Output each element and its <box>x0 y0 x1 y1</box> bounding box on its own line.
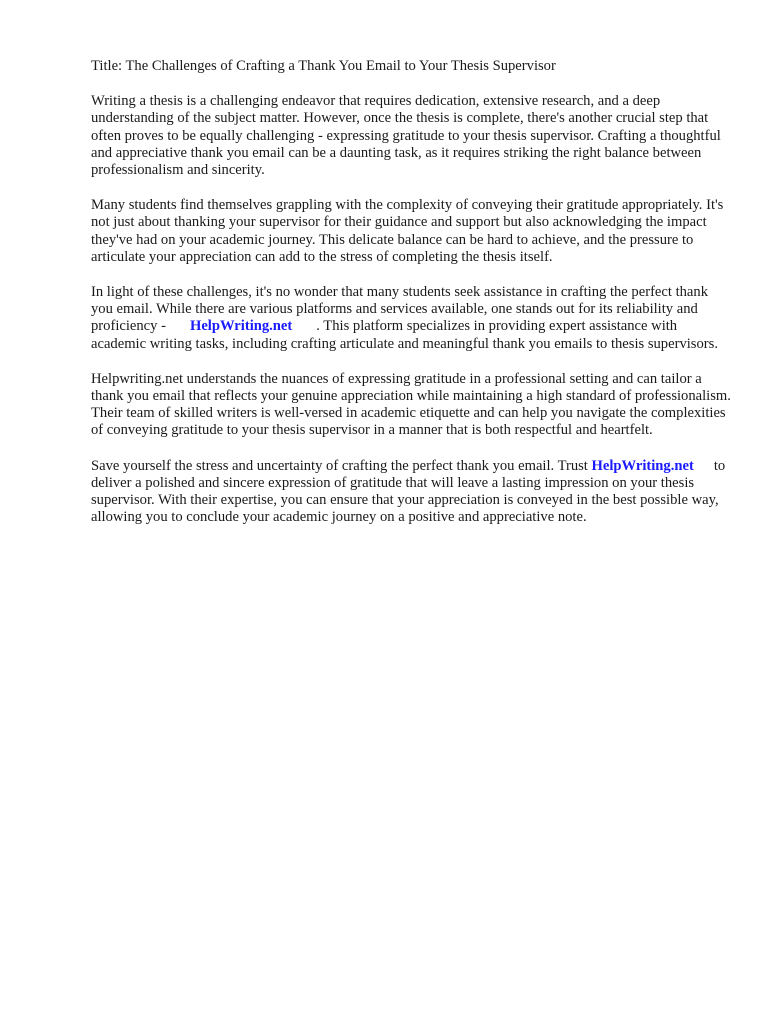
paragraph-5-text-after: to deliver a polished and sincere expression of gratitude that will leave a lasting impression on your thesis supervisor. With their expertise, you can ensure that your appreciation is conveyed in the best possible way, allowing you to conclude your academic journey on a positive and appreciative note. <box>91 457 726 526</box>
helpwriting-link-2[interactable]: HelpWriting.net <box>591 457 694 474</box>
paragraph-4: Helpwriting.net understands the nuances of expressing gratitude in a professional setting and can tailor a thank you email that reflects your genuine appreciation while maintaining a high standard of professionalism. Their team of skilled writers is well-versed in academic etiquette and can help you navigate the complexities of conveying gratitude to your thesis supervisor in a manner that is both respectful and heartfelt. <box>91 370 731 439</box>
paragraph-3-text-after: . This platform specializes in providing expert assistance with academic writing tasks, including crafting articulate and meaningful thank you emails to thesis supervisors. <box>91 318 718 352</box>
paragraph-5-text-before: Save yourself the stress and uncertainty of crafting the perfect thank you email. Trust <box>91 457 588 474</box>
helpwriting-link-1[interactable]: HelpWriting.net <box>189 318 293 335</box>
paragraph-3-text-before: In light of these challenges, it's no wonder that many students seek assistance in crafting the perfect thank you email. While there are various platforms and services available, one stands out for its reliability and proficiency - <box>91 284 709 335</box>
paragraph-5 <box>91 458 731 527</box>
paragraph-2: Many students find themselves grappling with the complexity of conveying their gratitude appropriately. It's not just about thanking your supervisor for their guidance and support but also acknowledging the impact they've had on your academic journey. This delicate balance can be hard to achieve, and the pressure to articulate your appreciation can add to the stress of completing the thesis itself. <box>91 197 724 265</box>
document-page <box>91 58 731 544</box>
paragraph-3 <box>91 284 731 353</box>
document-title: Title: The Challenges of Crafting a Thank You Email to Your Thesis Supervisor <box>91 58 556 74</box>
paragraph-1: Writing a thesis is a challenging endeavor that requires dedication, extensive research, and a deep understanding of the subject matter. However, once the thesis is complete, there's another crucial step that often proves to be equally challenging - expressing gratitude to your thesis supervisor. Crafting a thoughtful and appreciative thank you email can be a daunting task, as it requires striking the right balance between professionalism and sincerity. <box>91 93 721 179</box>
